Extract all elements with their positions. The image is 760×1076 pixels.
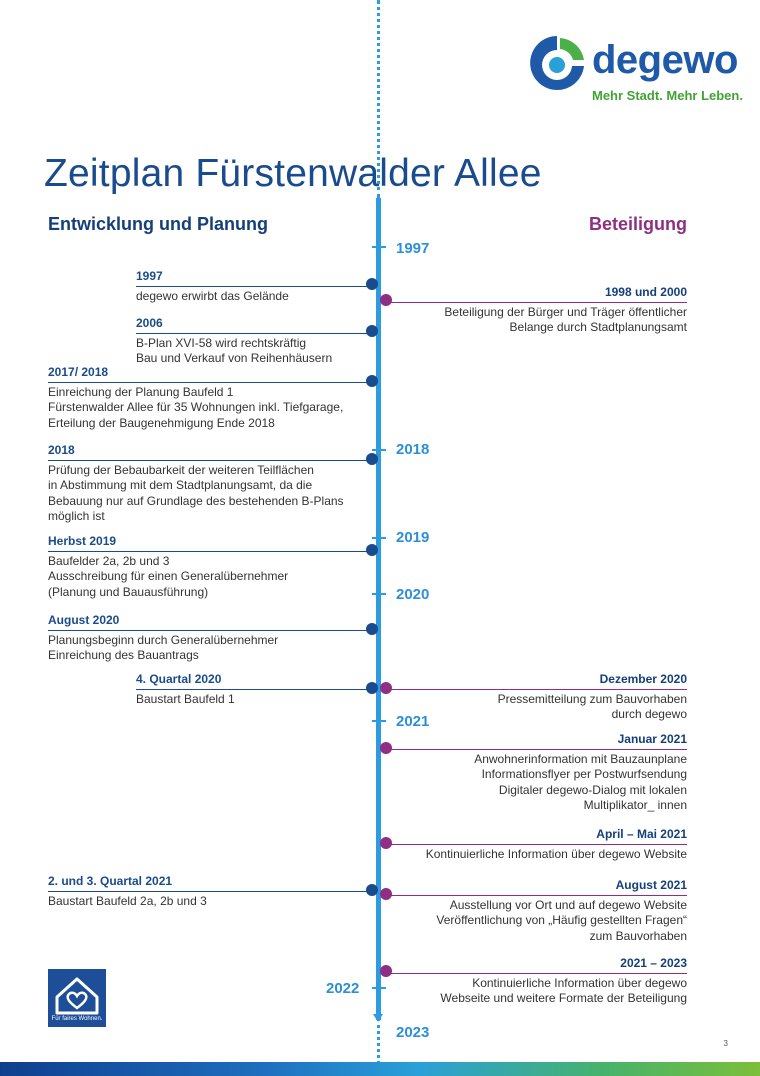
right-event: [384, 732, 687, 814]
event-text: [48, 383, 372, 432]
event-date: Januar 2021: [384, 732, 687, 750]
right-event: [384, 827, 687, 862]
event-text-line: Informationsflyer per Postwurfsendung: [481, 767, 687, 781]
timeline-dot-left: [366, 544, 378, 556]
event-text: [48, 631, 372, 664]
event-text-line: durch degewo: [611, 707, 687, 721]
event-text-line: Erteilung der Baugenehmigung Ende 2018: [48, 415, 275, 430]
column-header-left: Entwicklung und Planung: [48, 214, 268, 234]
left-event: [136, 672, 372, 707]
year-tick: [372, 537, 386, 539]
event-text-line: Planungsbeginn durch Generalübernehmer: [48, 632, 279, 647]
year-label: 2019: [396, 529, 430, 546]
event-text-line: Belange durch Stadtplanungsamt: [509, 320, 687, 334]
right-event: [384, 285, 687, 336]
timeline-dot-left: [366, 375, 378, 387]
event-date: Dezember 2020: [384, 672, 687, 690]
event-text-line: (Planung und Bauausführung): [48, 584, 209, 599]
timeline-dot-right: [380, 837, 392, 849]
event-text-line: Pressemitteilung zum Bauvorhaben: [497, 691, 687, 706]
left-event: [48, 365, 372, 431]
event-text-line: Anwohnerinformation mit Bauzaunplane: [474, 751, 687, 766]
event-date: 2. und 3. Quartal 2021: [48, 874, 372, 892]
event-text-line: möglich ist: [48, 509, 105, 523]
event-text: [48, 552, 372, 601]
timeline-dot-right: [380, 965, 392, 977]
event-text-line: Bau und Verkauf von Reihenhäusern: [136, 351, 333, 365]
event-date: Herbst 2019: [48, 534, 372, 552]
event-text-line: Ausstellung vor Ort und auf degewo Website: [449, 897, 687, 912]
event-text: [384, 845, 687, 863]
left-event: [48, 534, 372, 600]
year-tick: [372, 449, 386, 451]
event-date: 2021 – 2023: [384, 956, 687, 974]
timeline-dot-left: [366, 682, 378, 694]
brand-name: degewo: [592, 38, 738, 82]
event-text-line: Veröffentlichung von „Häufig gestellten Fragen“: [436, 913, 687, 927]
event-text-line: B-Plan XVI-58 wird rechtskräftig: [136, 335, 307, 350]
event-text-line: Baufelder 2a, 2b und 3: [48, 553, 170, 568]
timeline-dot-right: [380, 742, 392, 754]
degewo-logo-mark-icon: [526, 32, 588, 96]
event-text: [48, 892, 372, 910]
event-date: 2006: [136, 316, 372, 334]
event-text-line: Einreichung des Bauantrags: [48, 648, 199, 662]
page-number: 3: [723, 1039, 728, 1048]
event-date: 1997: [136, 269, 372, 287]
event-text-line: in Abstimmung mit dem Stadtplanungsamt, da die: [48, 478, 313, 492]
right-event: [384, 672, 687, 723]
event-text-line: Baustart Baufeld 1: [136, 691, 235, 706]
event-text-line: Kontinuierliche Information über degewo Website: [425, 846, 687, 861]
timeline-axis-dotted-top: [377, 0, 380, 198]
event-text-line: Beteiligung der Bürger und Träger öffentlicher: [444, 304, 687, 319]
event-text-line: Kontinuierliche Information über degewo: [472, 975, 687, 990]
fair-living-badge-text: Für faires Wohnen.: [51, 1016, 103, 1022]
event-date: 4. Quartal 2020: [136, 672, 372, 690]
event-text-line: Fürstenwalder Allee für 35 Wohnungen inkl. Tiefgarage,: [48, 400, 344, 414]
event-date: 2018: [48, 443, 372, 461]
brand-slogan: Mehr Stadt. Mehr Leben.: [592, 88, 743, 103]
event-text: [384, 896, 687, 945]
left-event: [48, 613, 372, 664]
event-text-line: Multiplikator_ innen: [583, 798, 687, 812]
event-text-line: zum Bauvorhaben: [589, 928, 687, 943]
event-text-line: Baustart Baufeld 2a, 2b und 3: [48, 893, 207, 908]
year-label: 1997: [396, 240, 430, 257]
year-label: 2023: [396, 1024, 430, 1041]
timeline-dot-left: [366, 278, 378, 290]
timeline-dot-left: [366, 623, 378, 635]
event-date: 1998 und 2000: [384, 285, 687, 303]
event-date: August 2021: [384, 878, 687, 896]
timeline-dot-left: [366, 453, 378, 465]
event-text: [136, 287, 372, 305]
year-label: 2018: [396, 441, 430, 458]
event-text-line: degewo erwirbt das Gelände: [136, 288, 289, 303]
event-text-line: Ausschreibung für einen Generalübernehmer: [48, 569, 289, 583]
event-date: August 2020: [48, 613, 372, 631]
year-label: 2021: [396, 713, 430, 730]
event-text: [384, 690, 687, 723]
year-label: 2022: [326, 980, 360, 997]
left-event: [48, 443, 372, 525]
event-date: 2017/ 2018: [48, 365, 372, 383]
event-text: [136, 334, 372, 367]
event-text: [136, 690, 372, 708]
year-tick: [372, 593, 386, 595]
timeline-dot-right: [380, 682, 392, 694]
event-text: [384, 750, 687, 814]
right-event: [384, 956, 687, 1007]
right-event: [384, 878, 687, 944]
left-event: [136, 316, 372, 367]
event-date: April – Mai 2021: [384, 827, 687, 845]
left-event: [48, 874, 372, 909]
event-text-line: Digitaler degewo-Dialog mit lokalen: [498, 782, 687, 797]
event-text-line: Einreichung der Planung Baufeld 1: [48, 384, 234, 399]
event-text-line: Webseite und weitere Formate der Beteiligung: [440, 991, 687, 1005]
event-text: [384, 974, 687, 1007]
year-tick: [372, 246, 386, 248]
left-event: [136, 269, 372, 304]
column-header-right: Beteiligung: [589, 214, 687, 234]
footer-gradient-bar: [0, 1062, 760, 1076]
timeline-dot-left: [366, 325, 378, 337]
event-text: [48, 461, 372, 525]
page-title: Zeitplan Fürstenwalder Allee: [44, 152, 542, 195]
timeline-dot-right: [380, 888, 392, 900]
event-text-line: Prüfung der Bebaubarkeit der weiteren Teilflächen: [48, 462, 314, 477]
event-text-line: Bebauung nur auf Grundlage des bestehenden B-Plans: [48, 493, 344, 508]
event-text: [384, 303, 687, 336]
timeline-dot-right: [380, 294, 392, 306]
timeline-dot-left: [366, 884, 378, 896]
year-label: 2020: [396, 586, 430, 603]
